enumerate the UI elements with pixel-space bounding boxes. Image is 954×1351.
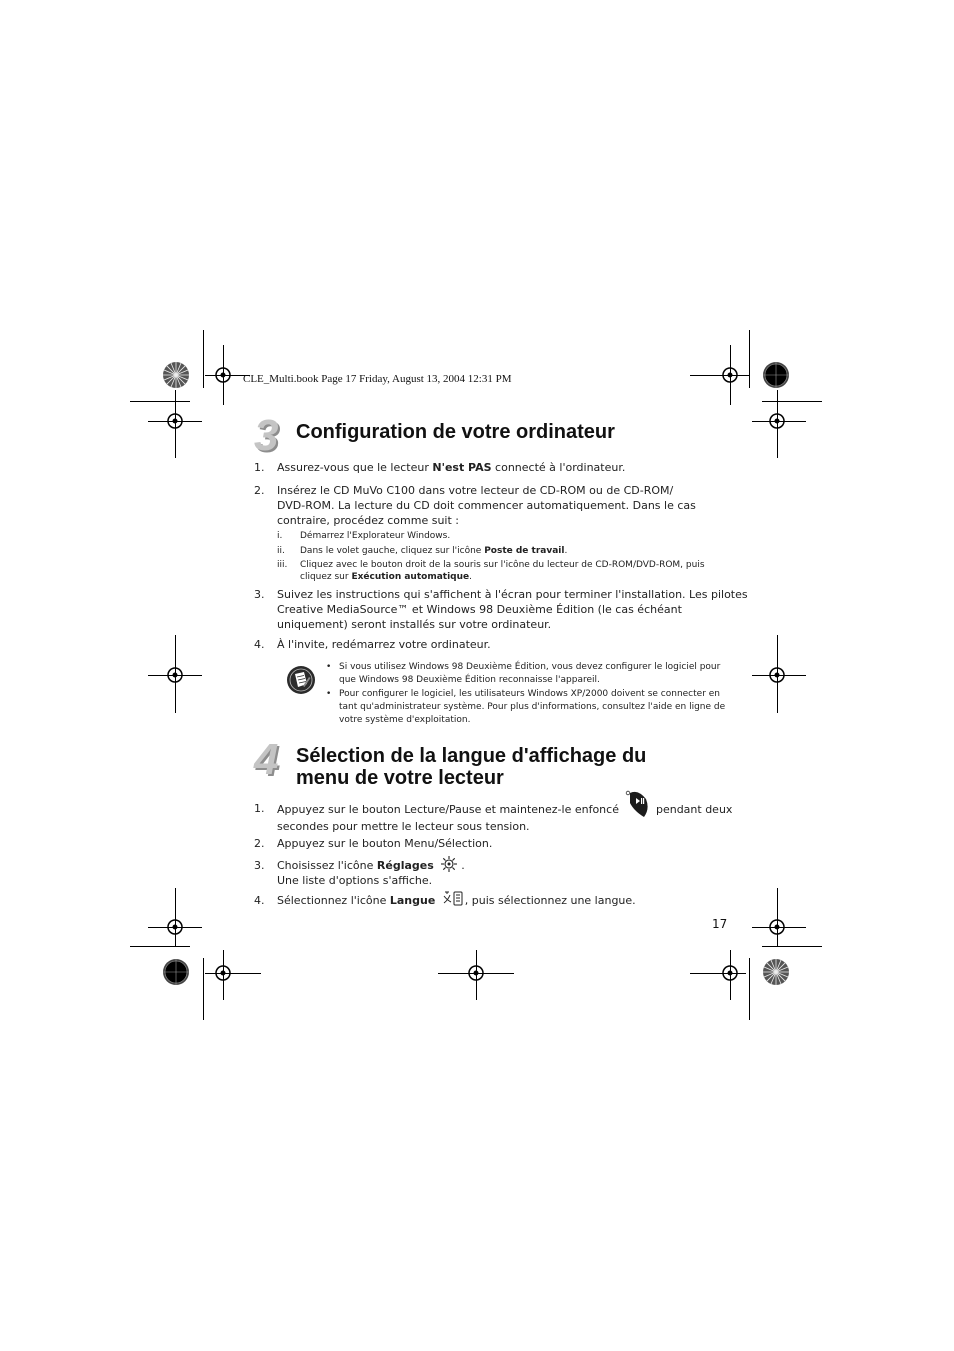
step-number: 3. [254, 588, 265, 601]
step-text: Appuyez sur le bouton Lecture/Pause et maintenez-le enfoncé pendant deux secondes pour mettre le lecteur sous tension. [277, 801, 732, 834]
section-number: 3 [254, 411, 279, 460]
settings-icon [441, 855, 461, 873]
play-pause-button-icon [624, 789, 650, 819]
substep-text: Dans le volet gauche, cliquez sur l'icône Poste de travail. [300, 546, 568, 556]
step-text: Appuyez sur le bouton Menu/Sélection. [277, 837, 493, 850]
step-number: 2. [254, 484, 265, 497]
step-text: Choisissez l'icône Réglages . Une liste d'options s'affiche. [277, 858, 465, 888]
crosshair-icon [210, 960, 236, 986]
page-number: 17 [712, 917, 728, 931]
step-number: 1. [254, 802, 265, 815]
substep-number: i. [277, 531, 283, 541]
step-number: 2. [254, 837, 265, 850]
substep-number: ii. [277, 546, 285, 556]
step-text: Insérez le CD MuVo C100 dans votre lecteur de CD-ROM ou de CD-ROM/ DVD-ROM. La lecture du CD doit commencer automatiquement. Dans le cas contraire, procédez comme suit : [277, 484, 696, 527]
registration-rosette-icon [762, 361, 790, 389]
crosshair-icon [764, 914, 790, 940]
step-number: 4. [254, 894, 265, 907]
language-icon [443, 890, 465, 908]
crosshair-icon [162, 408, 188, 434]
substep-number: iii. [277, 560, 288, 570]
crosshair-icon [162, 914, 188, 940]
crosshair-icon [463, 960, 489, 986]
registration-rosette-icon [762, 958, 790, 986]
bullet-dot: • [326, 662, 332, 672]
crosshair-icon [162, 662, 188, 688]
substep-text: Cliquez avec le bouton droit de la souris sur l'icône du lecteur de CD-ROM/DVD-ROM, puis cliquez sur Exécution automatique. [300, 560, 705, 582]
step-number: 1. [254, 461, 265, 474]
step-text: À l'invite, redémarrez votre ordinateur. [277, 638, 491, 651]
crosshair-icon [764, 408, 790, 434]
note-text: Si vous utilisez Windows 98 Deuxième Édition, vous devez configurer le logiciel pour que Windows 98 Deuxième Édition reconnaisse l'appareil. [339, 662, 721, 685]
step-number: 4. [254, 638, 265, 651]
step-text: Assurez-vous que le lecteur N'est PAS connecté à l'ordinateur. [277, 461, 626, 474]
section-number: 4 [254, 735, 279, 784]
note-icon [286, 665, 316, 695]
step-number: 3. [254, 859, 265, 872]
section-title: Configuration de votre ordinateur [296, 421, 615, 443]
crosshair-icon [210, 362, 236, 388]
crosshair-icon [764, 662, 790, 688]
bullet-dot: • [326, 689, 332, 699]
crosshair-icon [717, 960, 743, 986]
section-title: Sélection de la langue d'affichage du menu de votre lecteur [296, 745, 647, 789]
registration-rosette-icon [162, 361, 190, 389]
crosshair-icon [717, 362, 743, 388]
note-text: Pour configurer le logiciel, les utilisateurs Windows XP/2000 doivent se connecter en tant qu'administrateur système. Pour plus d'informations, consultez l'aide en ligne de votre système d'exploitation. [339, 689, 726, 725]
step-text: Suivez les instructions qui s'affichent à l'écran pour terminer l'installation. Les pilotes Creative MediaSource™ et Windows 98 Deuxième Édition (le cas échéant uniquement) seront installés sur votre ordinateur. [277, 588, 748, 631]
registration-rosette-icon [162, 958, 190, 986]
print-slug: CLE_Multi.book Page 17 Friday, August 13, 2004 12:31 PM [243, 373, 512, 385]
substep-text: Démarrez l'Explorateur Windows. [300, 531, 451, 541]
step-text: Sélectionnez l'icône Langue , puis sélectionnez une langue. [277, 893, 636, 908]
